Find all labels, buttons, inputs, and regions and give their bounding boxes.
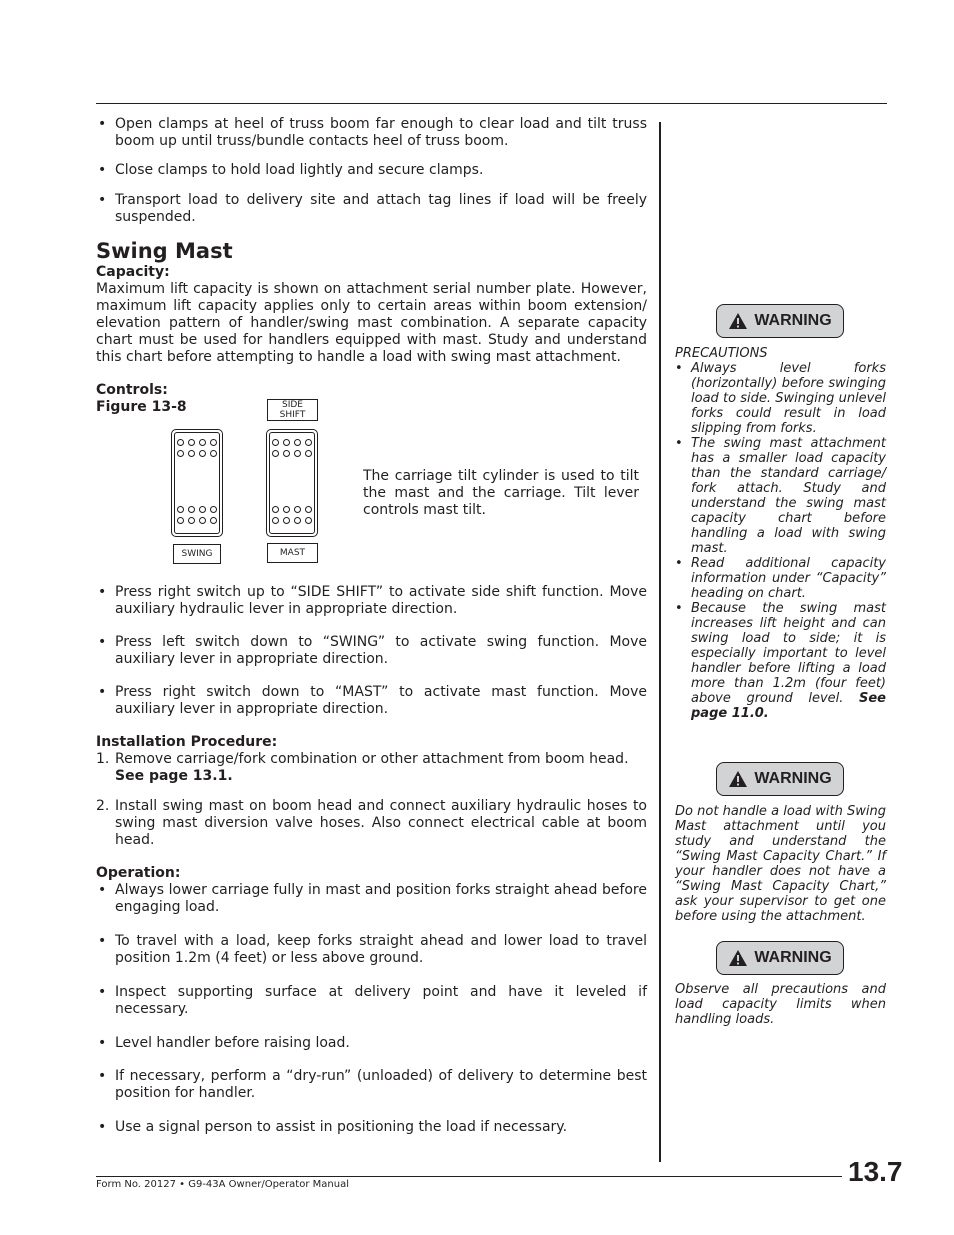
list-item: • Open clamps at heel of truss boom far enough to clear load and tilt truss boom up until truss/bundle contacts heel of truss boom. xyxy=(98,116,647,149)
swing-switch xyxy=(171,429,223,537)
installation-heading: Installation Procedure: xyxy=(96,734,278,750)
footer-text: Form No. 20127 • G9-43A Owner/Operator Manual xyxy=(96,1179,349,1190)
footer-rule xyxy=(96,1176,842,1177)
operation-heading: Operation: xyxy=(96,865,181,881)
warning-badge: WARNING xyxy=(716,941,844,975)
header-rule xyxy=(96,103,887,104)
warning-triangle-icon xyxy=(728,949,748,967)
mast-switch xyxy=(266,429,318,537)
figure-caption: The carriage tilt cylinder is used to tilt the mast and the carriage. Tilt lever controls mast tilt. xyxy=(363,468,639,518)
list-item: • Close clamps to hold load lightly and secure clamps. xyxy=(98,162,484,178)
list-item: • Inspect supporting surface at delivery point and have it leveled if necessary. xyxy=(98,984,647,1017)
warning-triangle-icon xyxy=(728,312,748,330)
capacity-text: Maximum lift capacity is shown on attachment serial number plate. However, maximum lift capacity applies only to certain areas within boom extension/ elevation pattern of handler/swing mast combination. A separate capacity chart must be used for handlers equipped with mast. Study and understand this chart before attempting to handle a load with swing mast attachment. xyxy=(96,281,647,365)
warning-text: Observe all precautions and load capacity limits when handling loads. xyxy=(675,982,886,1027)
page-reference: See page 13.1. xyxy=(115,768,233,784)
side-shift-label: SIDE SHIFT xyxy=(267,399,318,421)
warning-badge: WARNING xyxy=(716,762,844,796)
section-title: Swing Mast xyxy=(96,239,233,263)
list-item: • Press left switch down to “SWING” to activate swing function. Move auxiliary lever in appropriate direction. xyxy=(98,634,647,667)
list-item: • Always lower carriage fully in mast and position forks straight ahead before engaging load. xyxy=(98,882,647,915)
capacity-heading: Capacity: xyxy=(96,264,170,280)
warning-text: Do not handle a load with Swing Mast attachment until you study and understand the “Swing Mast Capacity Chart.” If your handler does not have a “Swing Mast Capacity Chart,” ask your supervisor to get one before using the attachment. xyxy=(675,804,886,924)
precautions-block xyxy=(675,346,886,721)
list-item: 1. Remove carriage/fork combination or other attachment from boom head. See page 13.1. xyxy=(96,751,629,784)
main-column xyxy=(96,116,647,1136)
mast-label: MAST xyxy=(267,543,318,563)
list-item: • Because the swing mast increases lift height and can swing load to side; it is especially important to level handler before lifting a load more than 1.2m (four feet) above ground level. See page 11.0. xyxy=(675,601,886,721)
list-item: 2. Install swing mast on boom head and connect auxiliary hydraulic hoses to swing mast diversion valve hoses. Also connect electrical cable at boom head. xyxy=(96,798,647,848)
list-item: • Press right switch up to “SIDE SHIFT” to activate side shift function. Move auxiliary hydraulic lever in appropriate direction. xyxy=(98,584,647,617)
list-item: • Level handler before raising load. xyxy=(98,1035,350,1051)
list-item: • Transport load to delivery site and attach tag lines if load will be freely suspended. xyxy=(98,192,647,225)
list-item: • Press right switch down to “MAST” to activate mast function. Move auxiliary lever in appropriate direction. xyxy=(98,684,647,717)
list-item: • To travel with a load, keep forks straight ahead and lower load to travel position 1.2m (4 feet) or less above ground. xyxy=(98,933,647,966)
list-item: • Use a signal person to assist in positioning the load if necessary. xyxy=(98,1119,568,1135)
warning-badge: WARNING xyxy=(716,304,844,338)
figure-ref: Figure 13-8 xyxy=(96,399,187,415)
column-divider xyxy=(659,122,661,1162)
list-item: • Always level forks (horizontally) before swinging load to side. Swinging unlevel forks could result in load slipping from forks. xyxy=(675,361,886,436)
swing-label: SWING xyxy=(173,544,221,564)
list-item: • If necessary, perform a “dry-run” (unloaded) of delivery to determine best position for handler. xyxy=(98,1068,647,1101)
page-number: 13.7 xyxy=(848,1156,903,1187)
controls-figure xyxy=(96,399,647,584)
page-reference: See page 11.0. xyxy=(691,691,886,721)
list-item: • The swing mast attachment has a smaller load capacity than the standard carriage/ fork attach. Study and understand the swing mast capacity chart before handling a load with swing mast. xyxy=(675,436,886,556)
controls-heading: Controls: xyxy=(96,382,168,398)
warning-triangle-icon xyxy=(728,770,748,788)
precautions-title: PRECAUTIONS xyxy=(675,346,768,361)
list-item: • Read additional capacity information under “Capacity” heading on chart. xyxy=(675,556,886,601)
